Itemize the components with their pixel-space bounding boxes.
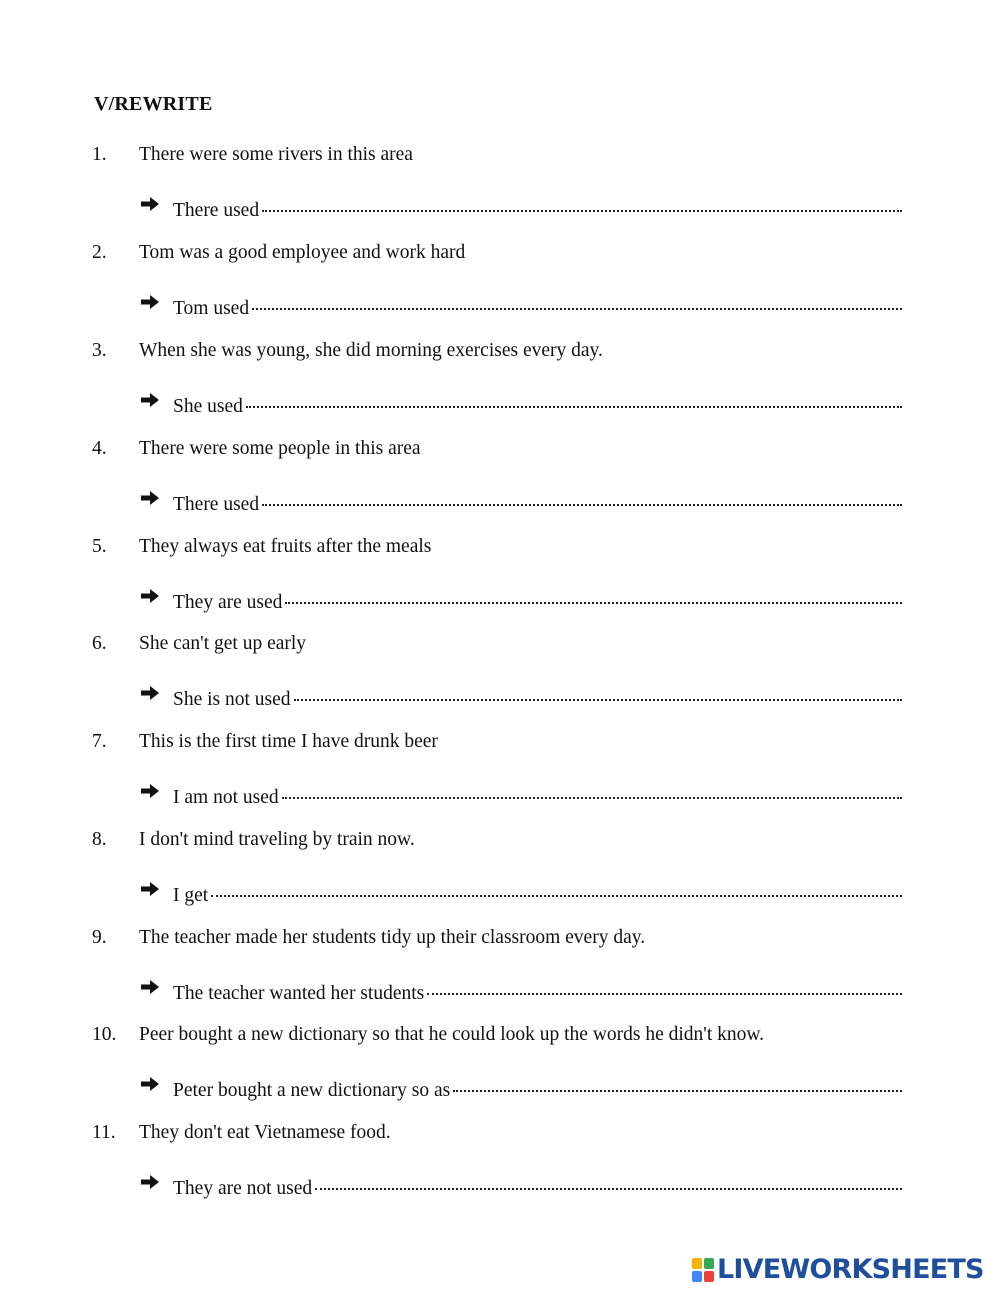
question-text: This is the first time I have drunk beer <box>139 731 438 752</box>
logo-mark-block <box>704 1258 714 1269</box>
question-number: 1. <box>92 144 107 165</box>
liveworksheets-logo <box>692 1254 984 1286</box>
question-text: I don't mind traveling by train now. <box>139 829 415 850</box>
logo-mark-block <box>704 1271 714 1282</box>
right-arrow-icon <box>140 486 160 510</box>
answer-line-3 <box>140 388 902 417</box>
logo-mark-block <box>692 1258 702 1269</box>
answer-prompt: Peter bought a new dictionary so as <box>173 1080 451 1101</box>
answer-blank[interactable] <box>252 290 902 310</box>
question-text: When she was young, she did morning exercises every day. <box>139 340 603 361</box>
answer-blank[interactable] <box>262 192 902 212</box>
question-text: Peer bought a new dictionary so that he could look up the words he didn't know. <box>139 1024 765 1045</box>
question-text: There were some people in this area <box>139 438 421 459</box>
answer-blank[interactable] <box>246 388 902 408</box>
question-number: 9. <box>92 927 107 948</box>
answer-prompt: There used <box>173 494 260 515</box>
answer-prompt: She used <box>173 396 243 417</box>
answer-blank[interactable] <box>294 681 902 701</box>
question-text: They don't eat Vietnamese food. <box>139 1122 391 1143</box>
answer-prompt: There used <box>173 200 260 221</box>
answer-blank[interactable] <box>211 877 902 897</box>
answer-line-4 <box>140 486 902 515</box>
question-number: 3. <box>92 340 107 361</box>
answer-prompt: Tom used <box>173 298 250 319</box>
answer-prompt: I am not used <box>173 787 279 808</box>
answer-prompt: They are used <box>173 592 283 613</box>
question-text: Tom was a good employee and work hard <box>139 242 466 263</box>
logo-mark-block <box>692 1271 702 1282</box>
right-arrow-icon <box>140 388 160 412</box>
question-number: 2. <box>92 242 107 263</box>
answer-blank[interactable] <box>427 975 902 995</box>
answer-line-10 <box>140 1072 902 1101</box>
answer-line-5 <box>140 584 902 613</box>
question-number: 6. <box>92 633 107 654</box>
question-number: 7. <box>92 731 107 752</box>
answer-line-9 <box>140 975 902 1004</box>
question-text: There were some rivers in this area <box>139 144 413 165</box>
answer-line-1 <box>140 192 902 221</box>
answer-blank[interactable] <box>262 486 902 506</box>
question-number: 11. <box>92 1122 116 1143</box>
answer-prompt: They are not used <box>173 1178 313 1199</box>
right-arrow-icon <box>140 1072 160 1096</box>
answer-line-6 <box>140 681 902 710</box>
right-arrow-icon <box>140 290 160 314</box>
logo-text: LIVEWORKSHEETS <box>717 1254 984 1285</box>
right-arrow-icon <box>140 192 160 216</box>
question-text: They always eat fruits after the meals <box>139 536 432 557</box>
question-number: 8. <box>92 829 107 850</box>
right-arrow-icon <box>140 975 160 999</box>
right-arrow-icon <box>140 779 160 803</box>
logo-mark-icon <box>692 1258 714 1282</box>
answer-line-7 <box>140 779 902 808</box>
answer-blank[interactable] <box>315 1170 902 1190</box>
answer-prompt: I get <box>173 885 209 906</box>
question-number: 5. <box>92 536 107 557</box>
question-text: She can't get up early <box>139 633 307 654</box>
answer-blank[interactable] <box>453 1072 902 1092</box>
right-arrow-icon <box>140 877 160 901</box>
question-number: 10. <box>92 1024 117 1045</box>
answer-blank[interactable] <box>282 779 902 799</box>
right-arrow-icon <box>140 584 160 608</box>
right-arrow-icon <box>140 681 160 705</box>
answer-prompt: She is not used <box>173 689 291 710</box>
answer-line-8 <box>140 877 902 906</box>
right-arrow-icon <box>140 1170 160 1194</box>
answer-line-2 <box>140 290 902 319</box>
answer-line-11 <box>140 1170 902 1199</box>
section-title: V/REWRITE <box>94 93 213 115</box>
answer-prompt: The teacher wanted her students <box>173 983 425 1004</box>
answer-blank[interactable] <box>285 584 902 604</box>
question-number: 4. <box>92 438 107 459</box>
question-text: The teacher made her students tidy up their classroom every day. <box>139 927 646 948</box>
